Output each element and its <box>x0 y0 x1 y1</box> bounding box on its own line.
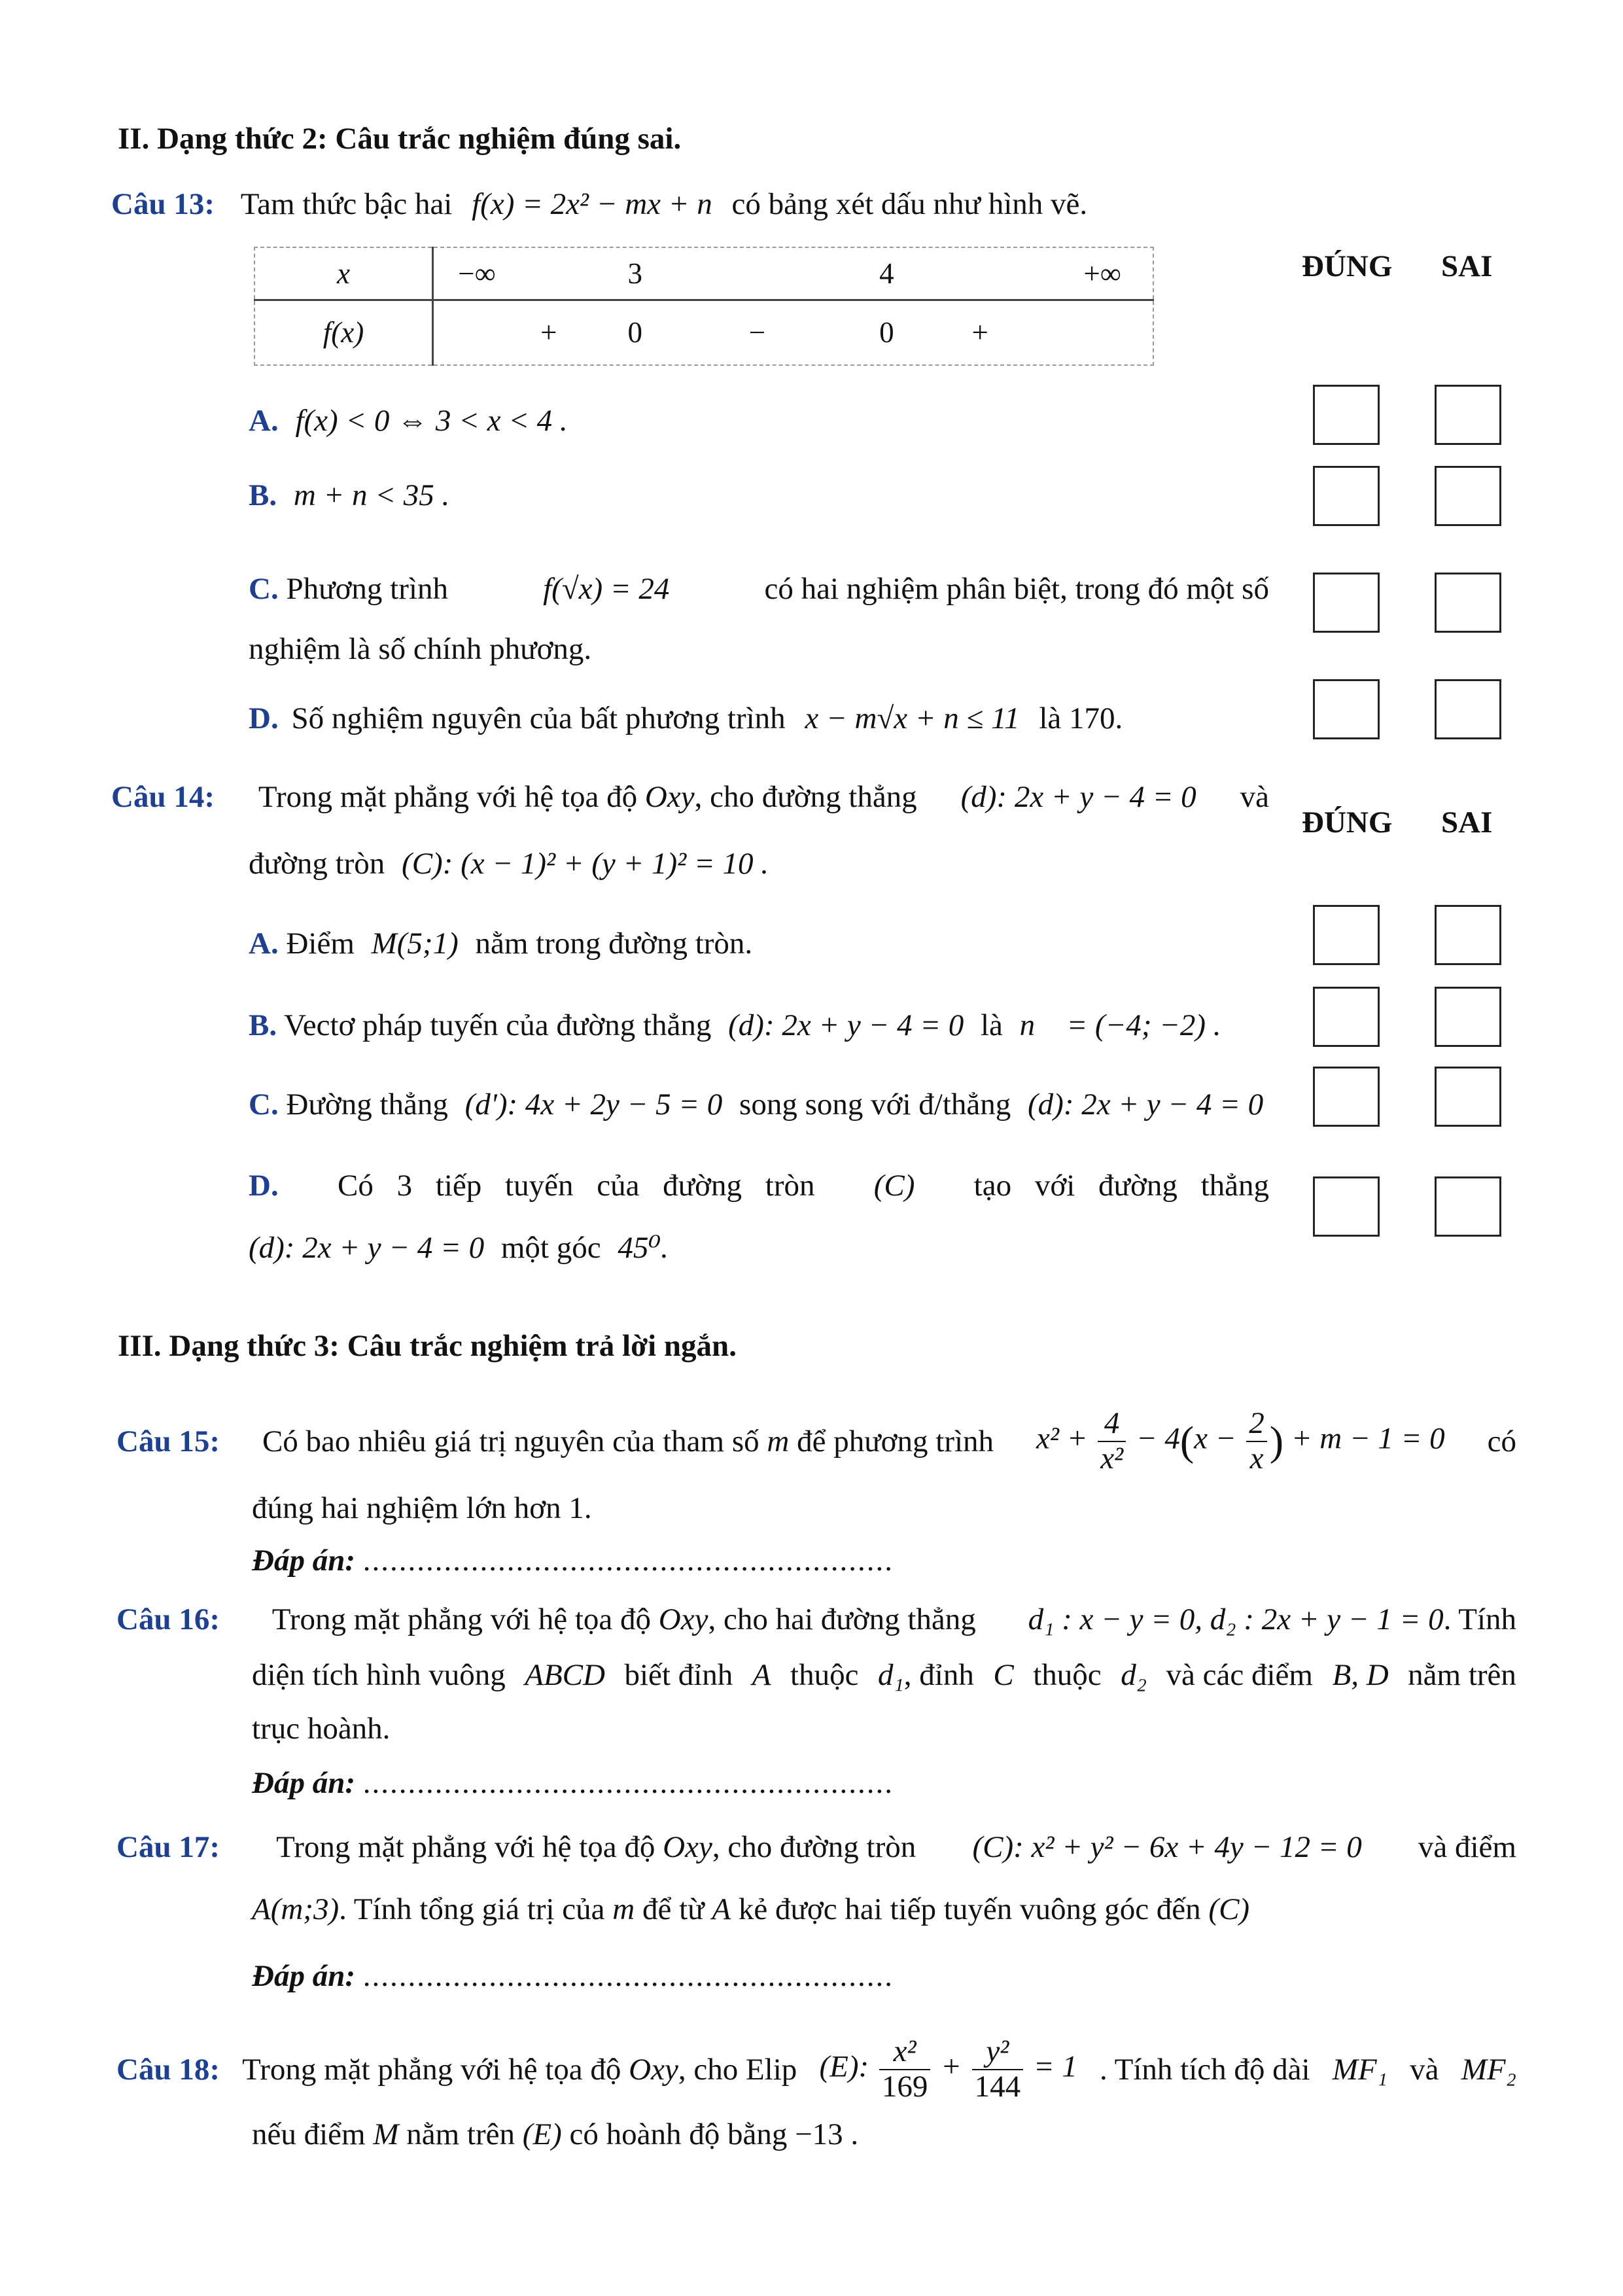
q16-l2-g: nằm trên <box>1408 1658 1516 1692</box>
q14-c-text-b: song song với đ/thẳng <box>739 1087 1011 1122</box>
q18-val: −13 . <box>795 2117 859 2151</box>
q16-d1: d₁ <box>877 1658 904 1692</box>
q15-answer-label: Đáp án: <box>252 1544 355 1578</box>
q13-d-math: x − m√x + n ≤ 11 <box>805 701 1020 735</box>
q14-d-text-b: tạo với đường thẳng <box>973 1169 1269 1203</box>
q14-option-c <box>249 1085 1263 1124</box>
q18-l2-a: nếu điểm <box>252 2117 366 2151</box>
q16-answer-line <box>252 1763 894 1803</box>
q18-ellipse <box>819 2035 1077 2104</box>
q13-text-a: Tam thức bậc hai <box>240 187 453 221</box>
section-2-title: II. Dạng thức 2: Câu trắc nghiệm đúng sai. <box>118 122 682 156</box>
q14-stem-line1 <box>111 777 1269 817</box>
tick-4: 4 <box>879 256 894 290</box>
q15-eq-a: x² + <box>1036 1421 1088 1456</box>
q17-l2-b: để từ <box>642 1892 705 1926</box>
q17-answer-line <box>252 1956 894 1996</box>
q18-M: M <box>373 2117 399 2151</box>
q18-label: Câu 18: <box>116 2052 220 2087</box>
q13-option-d <box>249 699 1123 738</box>
q18-plus: + <box>941 2049 962 2084</box>
q18-frac2 <box>972 2035 1024 2104</box>
q14-b-label: B. <box>249 1008 277 1042</box>
q14-c-dung-checkbox[interactable] <box>1313 1067 1380 1127</box>
q17-c: (C) <box>1208 1892 1250 1926</box>
q14-a-text-a: Điểm <box>286 927 355 961</box>
q15-frac1-den: x² <box>1100 1441 1124 1475</box>
tick-pos-inf: +∞ <box>1083 256 1121 290</box>
q18-mf2: MF₂ <box>1461 2052 1516 2087</box>
q13-c-label: C. <box>249 572 279 606</box>
q14-b-math: (d): 2x + y − 4 = 0 <box>728 1008 964 1042</box>
q13-c-sai-checkbox[interactable] <box>1435 573 1501 633</box>
q17-l1-c: và điểm <box>1418 1830 1516 1864</box>
q17-l2-a: . Tính tổng giá trị của <box>339 1892 605 1926</box>
q14-d-math: (C) <box>873 1169 915 1203</box>
q14-col-sai: SAI <box>1441 805 1493 839</box>
q14-circle: (C): (x − 1)² + (y + 1)² = 10 . <box>402 847 769 881</box>
q15-eq-c: x − <box>1194 1421 1236 1456</box>
q17-a: A <box>712 1892 731 1926</box>
q14-d-angle: 45⁰. <box>618 1231 669 1265</box>
q14-option-b <box>249 1006 1221 1045</box>
q13-option-b <box>249 476 449 515</box>
q13-c-text-b: có hai nghiệm phân biệt, trong đó một số <box>764 572 1269 606</box>
q18-l2-b: nằm trên <box>406 2117 515 2151</box>
q15-frac2 <box>1246 1407 1267 1475</box>
q14-b-dung-checkbox[interactable] <box>1313 987 1380 1047</box>
q14-text-d: đường tròn <box>249 847 385 881</box>
q15-text-b: để phương trình <box>797 1424 994 1458</box>
q18-l1-b: , cho Elip <box>678 2052 797 2087</box>
q13-a-math: f(x) < 0 ⇔ 3 < x < 4 . <box>295 404 568 438</box>
sign-plus-2: + <box>971 316 988 349</box>
q14-b-vector: n⃗ = (−4; −2) . <box>1019 1008 1221 1042</box>
q18-l2-c: có hoành độ bằng <box>569 2117 788 2151</box>
q16-d2: d₂ <box>1121 1658 1147 1692</box>
q16-l1-b: , cho hai đường thẳng <box>708 1602 976 1636</box>
q14-option-d-line2 <box>249 1228 669 1267</box>
q13-col-dung: ĐÚNG <box>1302 249 1393 283</box>
q18-oxy: Oxy <box>629 2052 678 2087</box>
q13-a-sai-checkbox[interactable] <box>1435 385 1501 445</box>
q17-point: A(m;3) <box>252 1892 340 1926</box>
q13-b-math: m + n < 35 . <box>293 478 450 512</box>
q14-stem-line2 <box>249 844 769 883</box>
q17-l2-c: kẻ được hai tiếp tuyến vuông góc đến <box>738 1892 1201 1926</box>
q15-frac2-num: 2 <box>1246 1407 1267 1442</box>
q14-option-a <box>249 924 752 963</box>
q16-abcd: ABCD <box>525 1658 605 1692</box>
q17-oxy: Oxy <box>663 1830 712 1864</box>
q13-c-dung-checkbox[interactable] <box>1313 573 1380 633</box>
q13-math: f(x) = 2x² − mx + n <box>472 187 712 221</box>
q16-stem-line2 <box>252 1655 1516 1695</box>
q17-m: m <box>612 1892 635 1926</box>
q14-c-math2: (d): 2x + y − 4 = 0 <box>1028 1087 1264 1122</box>
q15-text-c: có <box>1487 1424 1516 1458</box>
q14-text-b: , cho đường thẳng <box>694 780 917 814</box>
sign-table-row1-values <box>433 247 1154 300</box>
q14-d-sai-checkbox[interactable] <box>1435 1176 1501 1237</box>
q15-label: Câu 15: <box>116 1424 220 1458</box>
q14-b-text-b: là <box>980 1008 1003 1042</box>
q18-and: và <box>1410 2052 1439 2087</box>
q13-option-c-line1 <box>249 569 1269 609</box>
q16-l2-d: , đỉnh <box>903 1658 974 1692</box>
q16-l1-a: Trong mặt phẳng với hệ tọa độ <box>271 1602 652 1636</box>
sign-table-x: x <box>254 247 433 300</box>
q14-d-text-c: một góc <box>500 1231 601 1265</box>
q13-option-c-line2: nghiệm là số chính phương. <box>249 632 592 666</box>
q14-a-dung-checkbox[interactable] <box>1313 905 1380 965</box>
q14-c-math: (d'): 4x + 2y − 5 = 0 <box>464 1087 723 1122</box>
q13-b-label: B. <box>249 478 277 512</box>
q15-stem-line1 <box>116 1407 1516 1475</box>
q13-d-text-a: Số nghiệm nguyên của bất phương trình <box>291 701 786 735</box>
sign-plus-1: + <box>540 316 557 349</box>
q16-l1-c: . Tính <box>1443 1602 1516 1636</box>
q14-b-sai-checkbox[interactable] <box>1435 987 1501 1047</box>
q13-d-dung-checkbox[interactable] <box>1313 679 1380 739</box>
q13-a-label: A. <box>249 404 279 438</box>
q13-d-sai-checkbox[interactable] <box>1435 679 1501 739</box>
q16-bd: B, D <box>1332 1658 1389 1692</box>
q14-d-dung-checkbox[interactable] <box>1313 1176 1380 1237</box>
q18-l1-a: Trong mặt phẳng với hệ tọa độ <box>242 2052 621 2087</box>
q14-c-label: C. <box>249 1087 279 1122</box>
q18-stem-line2 <box>252 2115 858 2154</box>
q18-e: (E): <box>819 2049 869 2084</box>
q18-frac1 <box>879 2035 931 2104</box>
sign-zero-1: 0 <box>627 316 642 349</box>
tick-neg-inf: −∞ <box>458 256 496 290</box>
section-3-title: III. Dạng thức 3: Câu trắc nghiệm trả lời ngắn. <box>118 1329 737 1363</box>
q14-a-sai-checkbox[interactable] <box>1435 905 1501 965</box>
q16-c: C <box>993 1658 1014 1692</box>
sign-zero-2: 0 <box>879 316 894 349</box>
q15-frac1 <box>1098 1407 1126 1475</box>
q18-frac2-den: 144 <box>974 2069 1021 2104</box>
q17-stem-line2 <box>252 1890 1249 1929</box>
q14-oxy: Oxy <box>644 780 695 814</box>
q18-e2: (E) <box>522 2117 562 2151</box>
q14-text-c: và <box>1240 780 1269 814</box>
q14-c-text-a: Đường thẳng <box>286 1087 448 1122</box>
q15-frac1-num: 4 <box>1098 1407 1126 1442</box>
q16-answer-label: Đáp án: <box>252 1766 355 1800</box>
q18-stem-line1 <box>116 2035 1516 2104</box>
q18-frac1-num: x² <box>879 2035 931 2070</box>
q16-oxy: Oxy <box>658 1602 708 1636</box>
q18-frac2-num: y² <box>972 2035 1024 2070</box>
q14-b-text-a: Vectơ pháp tuyến của đường thẳng <box>284 1008 712 1042</box>
sign-minus: − <box>748 316 766 349</box>
sign-table-row2-values <box>433 300 1154 365</box>
sign-table-fx: f(x) <box>254 300 433 365</box>
q13-b-dung-checkbox[interactable] <box>1313 466 1380 526</box>
q13-text-b: có bảng xét dấu như hình vẽ. <box>731 187 1088 221</box>
q16-l2-b: biết đỉnh <box>624 1658 733 1692</box>
q16-lines: d₁ : x − y = 0, d₂ : 2x + y − 1 = 0 <box>1028 1602 1444 1636</box>
q16-l2-e: thuộc <box>1033 1658 1102 1692</box>
q17-l1-b: , cho đường tròn <box>712 1830 916 1864</box>
q13-label: Câu 13: <box>111 187 215 221</box>
q15-answer-field[interactable]: ........................................................... <box>362 1544 894 1578</box>
q13-c-text-a: Phương trình <box>286 572 448 606</box>
q17-stem-line1 <box>116 1828 1516 1867</box>
q14-a-text-b: nằm trong đường tròn. <box>475 927 753 961</box>
q13-col-sai: SAI <box>1441 249 1493 283</box>
q15-eq-b: − 4 <box>1136 1421 1180 1456</box>
q13-d-text-b: là 170. <box>1039 701 1123 735</box>
q14-a-math: M(5;1) <box>371 927 459 961</box>
sign-table <box>254 247 1154 366</box>
q17-l1-a: Trong mặt phẳng với hệ tọa độ <box>276 1830 655 1864</box>
q14-line-d: (d): 2x + y − 4 = 0 <box>960 780 1196 814</box>
q16-l2-c: thuộc <box>790 1658 859 1692</box>
q17-circle: (C): x² + y² − 6x + 4y − 12 = 0 <box>972 1830 1362 1864</box>
q18-l1-c: . Tính tích độ dài <box>1100 2052 1310 2087</box>
q15-answer-line <box>252 1541 894 1580</box>
q16-l2-f: và các điểm <box>1166 1658 1313 1692</box>
q16-answer-field[interactable]: ........................................................... <box>362 1766 894 1800</box>
q14-a-label: A. <box>249 927 279 961</box>
q15-text-a: Có bao nhiêu giá trị nguyên của tham số <box>262 1424 759 1458</box>
q16-stem-line1 <box>116 1600 1516 1639</box>
q13-option-a <box>249 401 568 440</box>
q13-d-label: D. <box>249 701 279 735</box>
q13-b-sai-checkbox[interactable] <box>1435 466 1501 526</box>
q15-equation: x² + $\frac{4}{\text{x²}}$ − 4(x − $\frac{2}{x}$ ) + m − 1 = 0 <box>1036 1406 1445 1475</box>
q15-frac2-den: x <box>1249 1441 1264 1475</box>
q14-d-label: D. <box>249 1169 279 1203</box>
q13-stem <box>111 185 1087 224</box>
q16-a: A <box>752 1658 771 1692</box>
q15-stem-line2: đúng hai nghiệm lớn hơn 1. <box>252 1491 592 1525</box>
q18-eq: = 1 <box>1033 2049 1077 2084</box>
q14-c-sai-checkbox[interactable] <box>1435 1067 1501 1127</box>
q14-col-dung: ĐÚNG <box>1302 805 1393 839</box>
q14-label: Câu 14: <box>111 780 215 814</box>
q17-label: Câu 17: <box>116 1830 220 1864</box>
q18-mf1: MF₁ <box>1332 2052 1387 2087</box>
q15-m: m <box>767 1424 790 1458</box>
q14-text-a: Trong mặt phẳng với hệ tọa độ <box>258 780 638 814</box>
q16-stem-line3: trục hoành. <box>252 1712 391 1746</box>
q14-option-d-line1 <box>249 1166 1269 1205</box>
q13-c-math: f(√x) = 24 <box>543 572 670 606</box>
q14-d-text-a: Có 3 tiếp tuyến của đường tròn <box>337 1169 815 1203</box>
q17-answer-label: Đáp án: <box>252 1959 355 1993</box>
q14-d-math2: (d): 2x + y − 4 = 0 <box>249 1231 485 1265</box>
q16-l2-a: diện tích hình vuông <box>252 1658 506 1692</box>
q16-label: Câu 16: <box>116 1602 220 1636</box>
q13-a-dung-checkbox[interactable] <box>1313 385 1380 445</box>
q18-frac1-den: 169 <box>881 2069 928 2104</box>
q17-answer-field[interactable]: ........................................................... <box>362 1959 894 1993</box>
q15-eq-d: + m − 1 = 0 <box>1291 1421 1445 1456</box>
tick-3: 3 <box>627 256 642 290</box>
